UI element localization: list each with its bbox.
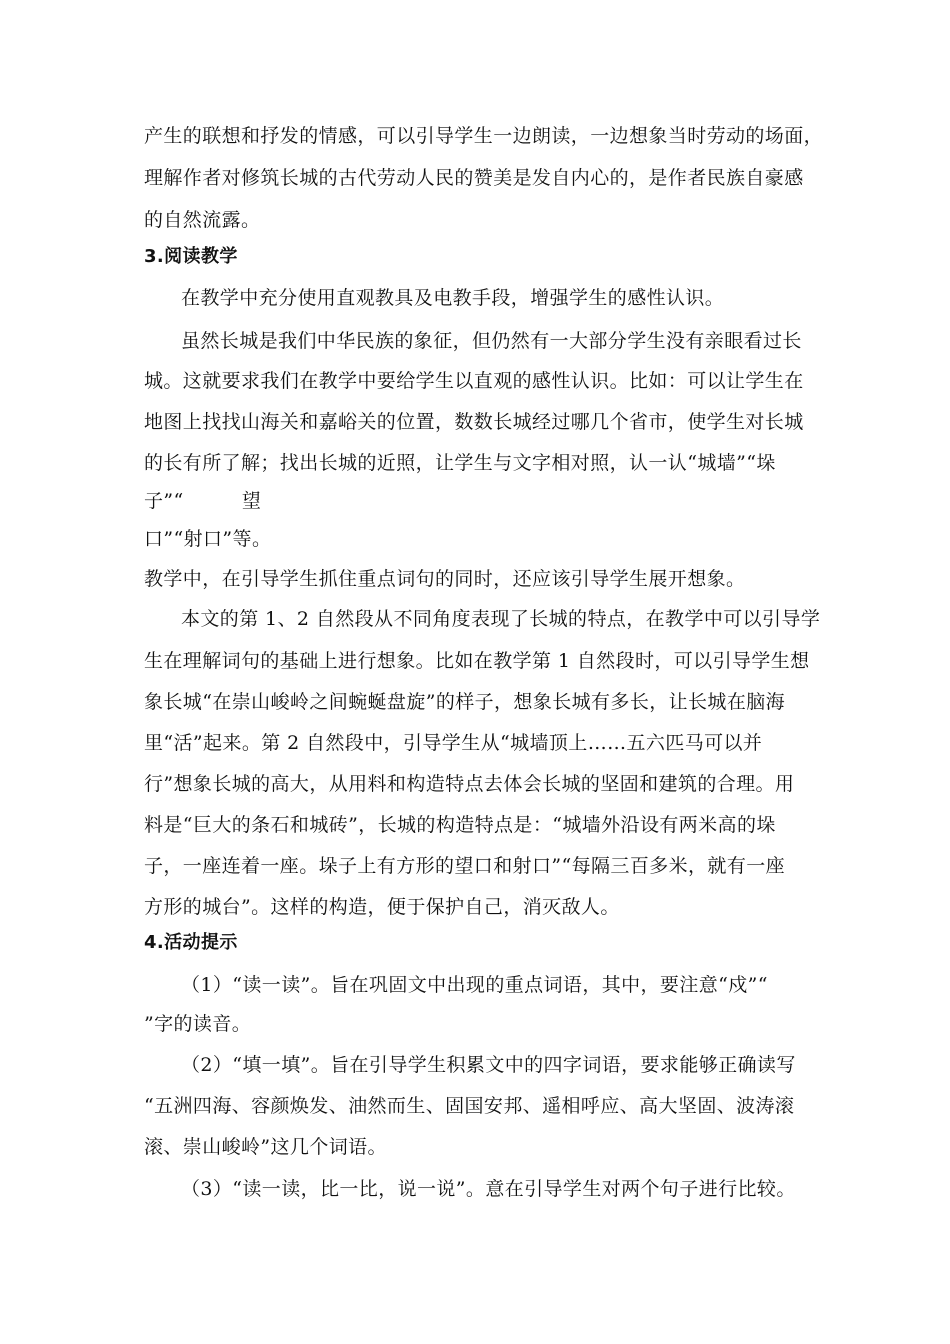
paragraph-line: 的长有所了解；找出长城的近照，让学生与文字相对照，认一认“城墙”“垛 [144,452,776,474]
paragraph-line: 本文的第 1、2 自然段从不同角度表现了长城的特点，在教学中可以引导学 [181,608,821,630]
paragraph-line: 子，一座连着一座。垛子上有方形的望口和射口”“每隔三百多米，就有一座 [144,855,786,877]
paragraph-line: “五洲四海、容颜焕发、油然而生、固国安邦、遥相呼应、高大坚固、波涛滚 [144,1095,795,1117]
paragraph-line: 生在理解词句的基础上进行想象。比如在教学第 1 自然段时，可以引导学生想 [144,650,810,672]
paragraph-line: 的自然流露。 [144,209,261,231]
paragraph-line: 滚、崇山峻岭”这几个词语。 [144,1136,387,1158]
section-heading: 3.阅读教学 [144,246,238,267]
paragraph-line: 理解作者对修筑长城的古代劳动人民的赞美是发自内心的，是作者民族自豪感 [144,167,804,189]
paragraph-line: 产生的联想和抒发的情感，可以引导学生一边朗读，一边想象当时劳动的场面， [144,125,824,147]
paragraph-line: 城。这就要求我们在教学中要给学生以直观的感性认识。比如：可以让学生在 [144,370,804,392]
paragraph-line: （2）“填一填”。旨在引导学生积累文中的四字词语，要求能够正确读写 [181,1054,796,1076]
paragraph-line: 虽然长城是我们中华民族的象征，但仍然有一大部分学生没有亲眼看过长 [181,330,802,352]
paragraph-line: 象长城“在崇山峻岭之间蜿蜒盘旋”的样子，想象长城有多长，让长城在脑海 [144,691,786,713]
paragraph-line: ”字的读音。 [144,1013,252,1035]
section-heading: 4.活动提示 [144,932,238,953]
paragraph-line: （3）“读一读，比一比，说一说”。意在引导学生对两个句子进行比较。 [181,1178,796,1200]
paragraph-line: 在教学中充分使用直观教具及电教手段，增强学生的感性认识。 [181,287,725,309]
paragraph-line: 里“活”起来。第 2 自然段中，引导学生从“城墙顶上……五六匹马可以并 [144,732,763,754]
paragraph-line: 行”想象长城的高大，从用料和构造特点去体会长城的坚固和建筑的合理。用 [144,773,795,795]
paragraph-line: 口”“射口”等。 [144,528,272,550]
paragraph-line: 料是“巨大的条石和城砖”，长城的构造特点是：“城墙外沿设有两米高的垛 [144,814,776,836]
paragraph-line: 教学中，在引导学生抓住重点词句的同时，还应该引导学生展开想象。 [144,568,746,590]
paragraph-line: （1）“读一读”。旨在巩固文中出现的重点词语，其中，要注意“戍”“ [181,974,768,996]
paragraph-line: 子”“ 望 [144,490,262,512]
paragraph-line: 地图上找找山海关和嘉峪关的位置，数数长城经过哪几个省市，使学生对长城 [144,411,804,433]
paragraph-line: 方形的城台”。这样的构造，便于保护自己，消灭敌人。 [144,896,620,918]
